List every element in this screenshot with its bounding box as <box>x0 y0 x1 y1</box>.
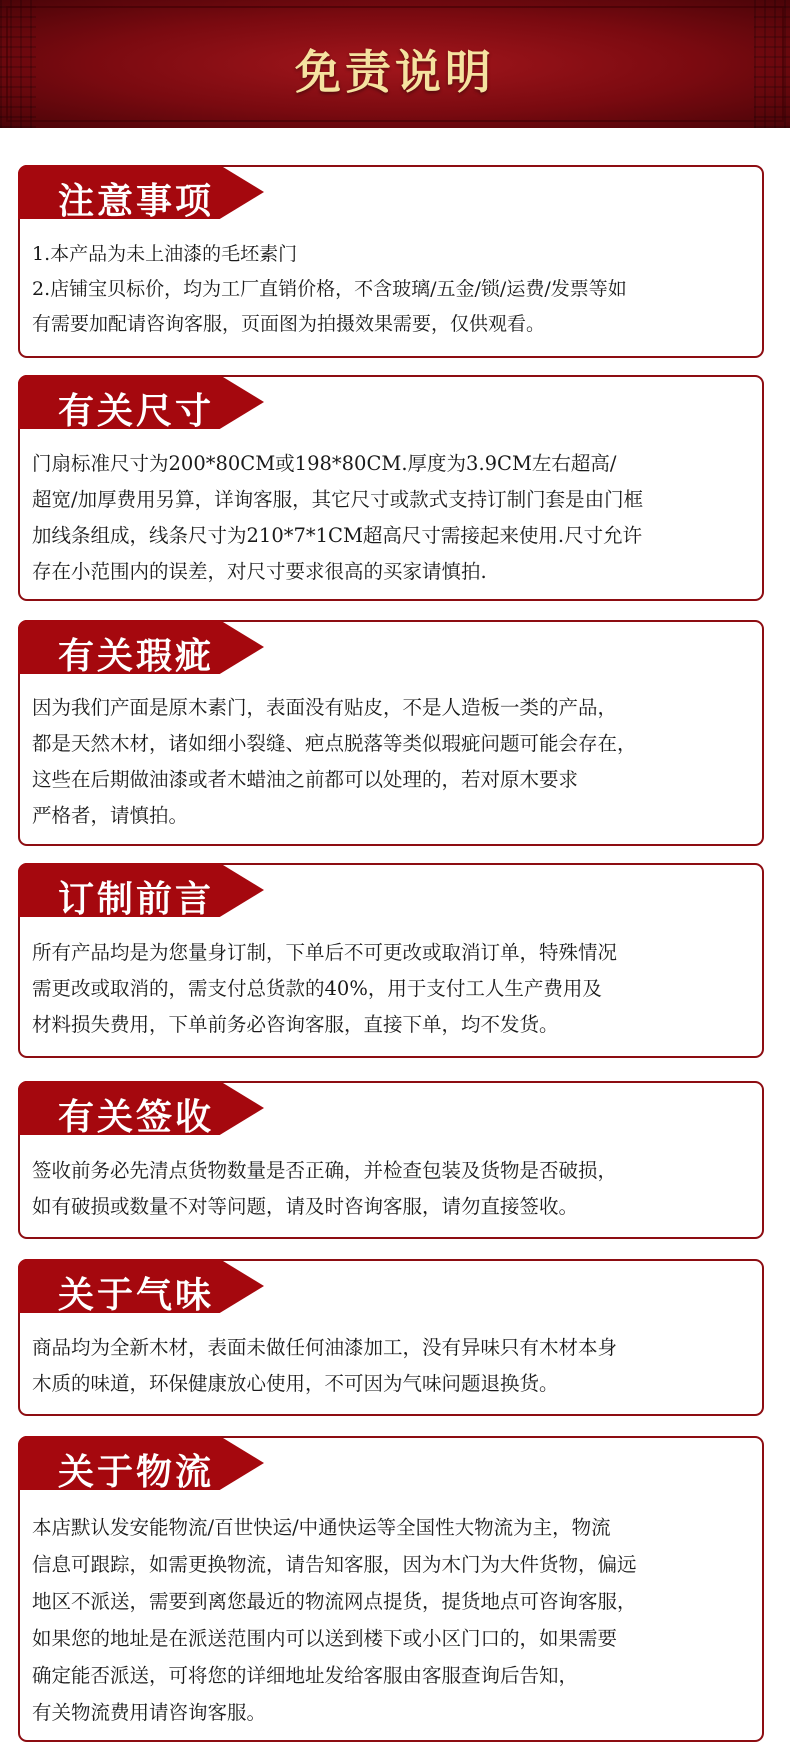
text-line: 如有破损或数量不对等问题，请及时咨询客服，请勿直接签收。 <box>32 1195 579 1218</box>
text-line: 签收前务必先清点货物数量是否正确，并检查包装及货物是否破损， <box>32 1159 618 1182</box>
text-line: 1.本产品为未上油漆的毛坯素门 <box>32 243 298 265</box>
section-body <box>32 446 754 590</box>
section-title: 关于物流 <box>58 1451 215 1493</box>
header-banner <box>0 0 790 128</box>
text-line: 有需要加配请咨询客服，页面图为拍摄效果需要，仅供观看。 <box>32 313 546 335</box>
section-body <box>32 935 754 1043</box>
section-title: 有关签收 <box>58 1096 215 1138</box>
text-line: 如果您的地址是在派送范围内可以送到楼下或小区门口的，如果需要 <box>32 1627 618 1650</box>
text-line: 有关物流费用请咨询客服。 <box>32 1701 267 1724</box>
section-body <box>32 690 754 834</box>
text-line: 严格者，请慎拍。 <box>32 804 189 827</box>
text-line: 信息可跟踪，如需更换物流，请告知客服，因为木门为大件货物，偏远 <box>32 1553 637 1576</box>
section-custom-order <box>18 863 764 1058</box>
text-line: 存在小范围内的误差，对尺寸要求很高的买家请慎拍. <box>32 560 487 583</box>
section-body <box>32 1153 754 1225</box>
text-line: 都是天然木材，诸如细小裂缝、疤点脱落等类似瑕疵问题可能会存在， <box>32 732 637 755</box>
section-title: 关于气味 <box>58 1274 215 1316</box>
section-title: 有关尺寸 <box>58 390 215 432</box>
section-title: 注意事项 <box>58 180 215 222</box>
text-line: 地区不派送，需要到离您最近的物流网点提货，提货地点可咨询客服， <box>32 1590 637 1613</box>
text-line: 需更改或取消的，需支付总货款的40%，用于支付工人生产费用及 <box>32 977 602 1000</box>
text-line: 商品均为全新木材，表面未做任何油漆加工，没有异味只有木材本身 <box>32 1336 618 1359</box>
page-title: 免责说明 <box>295 45 495 99</box>
text-line: 加线条组成，线条尺寸为210*7*1CM超高尺寸需接起来使用.尺寸允许 <box>32 524 643 547</box>
text-line: 2.店铺宝贝标价，均为工厂直销价格，不含玻璃/五金/锁/运费/发票等如 <box>32 278 627 300</box>
section-receipt <box>18 1081 764 1239</box>
section-defects <box>18 620 764 846</box>
section-title: 订制前言 <box>58 878 215 920</box>
section-size <box>18 375 764 601</box>
section-title: 有关瑕疵 <box>58 635 215 677</box>
section-logistics <box>18 1436 764 1742</box>
text-line: 超宽/加厚费用另算，详询客服，其它尺寸或款式支持订制门套是由门框 <box>32 488 644 511</box>
section-odor <box>18 1259 764 1416</box>
text-line: 木质的味道，环保健康放心使用，不可因为气味问题退换货。 <box>32 1372 559 1395</box>
section-notice <box>18 165 764 358</box>
text-line: 所有产品均是为您量身订制，下单后不可更改或取消订单，特殊情况 <box>32 941 618 964</box>
section-body <box>32 1330 754 1402</box>
text-line: 这些在后期做油漆或者木蜡油之前都可以处理的，若对原木要求 <box>32 768 579 791</box>
text-line: 因为我们产面是原木素门，表面没有贴皮，不是人造板一类的产品， <box>32 696 618 719</box>
text-line: 确定能否派送，可将您的详细地址发给客服由客服查询后告知， <box>32 1664 579 1687</box>
text-line: 材料损失费用，下单前务必咨询客服，直接下单，均不发货。 <box>32 1013 559 1036</box>
section-body <box>32 1509 754 1731</box>
text-line: 门扇标准尺寸为200*80CM或198*80CM.厚度为3.9CM左右超高/ <box>32 452 617 475</box>
text-line: 本店默认发安能物流/百世快运/中通快运等全国性大物流为主，物流 <box>32 1516 611 1539</box>
section-body <box>32 237 754 342</box>
